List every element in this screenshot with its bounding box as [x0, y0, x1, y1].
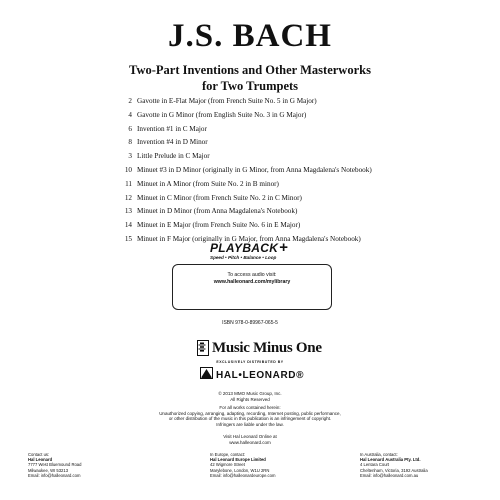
contents-page-number: 2: [128, 97, 132, 105]
contents-page-number: 14: [124, 221, 132, 230]
contents-row: [114, 205, 474, 217]
playback-plus-sign: +: [279, 239, 288, 256]
contents-page-number: 11: [125, 179, 132, 188]
contents-row: [114, 219, 474, 231]
contact-address-line: Milwaukee, WI 53213: [28, 467, 69, 473]
contents-title: Invention #4 in D Minor: [137, 138, 208, 147]
contents-title: Minuet in A Minor (from Suite No. 2 in B minor): [137, 179, 279, 188]
copyright-line: © 2013 MMO Music Group, Inc.: [218, 391, 282, 396]
contact-name: Hal Leonard Australia Pty. Ltd.: [360, 457, 421, 463]
contact-europe: [210, 452, 275, 478]
contents-page-number: 4: [128, 110, 132, 119]
contents-row: [114, 95, 474, 107]
contents-row: [114, 136, 474, 148]
contents-title: Invention #1 in C Major: [137, 124, 207, 133]
hal-leonard-wordmark: HAL•LEONARD®: [216, 369, 305, 381]
contents-title: Minuet in D Minor (from Anna Magdalena's Notebook): [137, 207, 298, 216]
contact-address-line: 42 Wigmore Street: [210, 462, 245, 468]
notice-line: or other distribution of the music in this publication is an infringement of copyright.: [168, 416, 332, 421]
contact-heading: In Europe, contact:: [210, 452, 246, 457]
infringement-notice: [0, 405, 500, 427]
hal-leonard-logo: [200, 368, 304, 382]
contents-page-number: 15: [124, 234, 132, 243]
contents-row: [114, 192, 474, 204]
playback-word: PLAYBACK: [210, 241, 279, 255]
contact-heading: Contact us:: [28, 452, 50, 457]
contents-title: Minuet #3 in D Minor (originally in G Minor, from Anna Magdalena's Notebook): [137, 165, 372, 174]
contents-title: Gavotte in G Minor (from English Suite No. 3 in G Major): [137, 110, 307, 119]
contents-title: Minuet in E Major (from French Suite No. 6 in E Major): [137, 221, 301, 230]
page-title: J.S. BACH: [168, 18, 332, 54]
hal-leonard-emblem-icon: [200, 366, 213, 384]
music-minus-one-logo: [197, 340, 322, 356]
contents-page-number: 13: [124, 207, 132, 216]
contents-row: [114, 233, 474, 245]
contents-title: Minuet in C Minor (from French Suite No. 2 in C Minor): [137, 193, 302, 202]
notice-line: Infringers are liable under the law.: [216, 421, 284, 427]
contents-page-number: 12: [124, 193, 132, 202]
contents-row: [114, 164, 474, 176]
contents-row: [114, 109, 474, 121]
contents-page-number: 3: [128, 152, 132, 161]
mmo-emblem-icon: [197, 340, 209, 356]
contents-title: Minuet in F Major (originally in G Major, from Anna Magdalena's Notebook): [137, 234, 361, 243]
contents-page-number: 10: [124, 165, 132, 174]
visit-label: Visit Hal Leonard Online at: [223, 434, 277, 439]
contact-email[interactable]: Email: info@halleonard.com: [28, 472, 81, 478]
contents-title: Gavotte in E-Flat Major (from French Suite No. 5 in G Major): [137, 97, 317, 105]
notice-line: Unauthorized copying, arranging, adapting, recording, Internet posting, public performance,: [159, 410, 341, 416]
visit-online: [0, 434, 500, 445]
contact-address-line: 4 Lentara Court: [360, 462, 390, 468]
contents-page-number: 6: [128, 124, 132, 133]
isbn: ISBN 978-0-89967-065-5: [222, 320, 278, 326]
contact-australia: [360, 452, 428, 478]
table-of-contents: [114, 95, 474, 247]
contents-row: [114, 178, 474, 190]
visit-url[interactable]: www.halleonard.com: [229, 439, 271, 445]
contact-email[interactable]: Email: info@halleonard.com.au: [360, 472, 419, 478]
contents-page-number: 8: [128, 138, 132, 147]
contact-usa: [28, 452, 81, 478]
audio-access-box: [172, 264, 332, 310]
mmo-wordmark: Music Minus One: [212, 339, 322, 356]
contact-name: Hal Leonard Europe Limited: [210, 457, 266, 463]
contact-address-line: 7777 West Bluemound Road: [28, 462, 82, 468]
contact-name: Hal Leonard: [28, 457, 53, 463]
contents-row: [114, 150, 474, 162]
distributed-by-label: EXCLUSIVELY DISTRIBUTED BY: [216, 360, 284, 364]
contents-row: [114, 123, 474, 135]
subtitle-line-1: Two-Part Inventions and Other Masterworks: [129, 63, 371, 77]
copyright-notice: [0, 391, 500, 402]
playback-plus-logo: [210, 239, 288, 260]
subtitle-line-2: for Two Trumpets: [201, 79, 299, 93]
contact-address-line: Marylebone, London, W1U 2RN: [210, 467, 270, 473]
contents-title: Little Prelude in C Major: [137, 152, 210, 161]
notice-line: For all works contained herein:: [219, 405, 281, 410]
playback-tagline: Speed • Pitch • Balance • Loop: [210, 255, 277, 260]
audio-access-url[interactable]: www.halleonard.com/mylibrary: [213, 279, 291, 285]
contact-email[interactable]: Email: info@halleonardeurope.com: [210, 472, 276, 478]
audio-access-instruction: To access audio visit:: [227, 272, 277, 278]
contact-heading: In Australia, contact:: [360, 452, 398, 457]
contact-address-line: Cheltenham, Victoria, 3192 Australia: [360, 467, 428, 473]
rights-reserved-line: All Rights Reserved: [230, 396, 270, 402]
